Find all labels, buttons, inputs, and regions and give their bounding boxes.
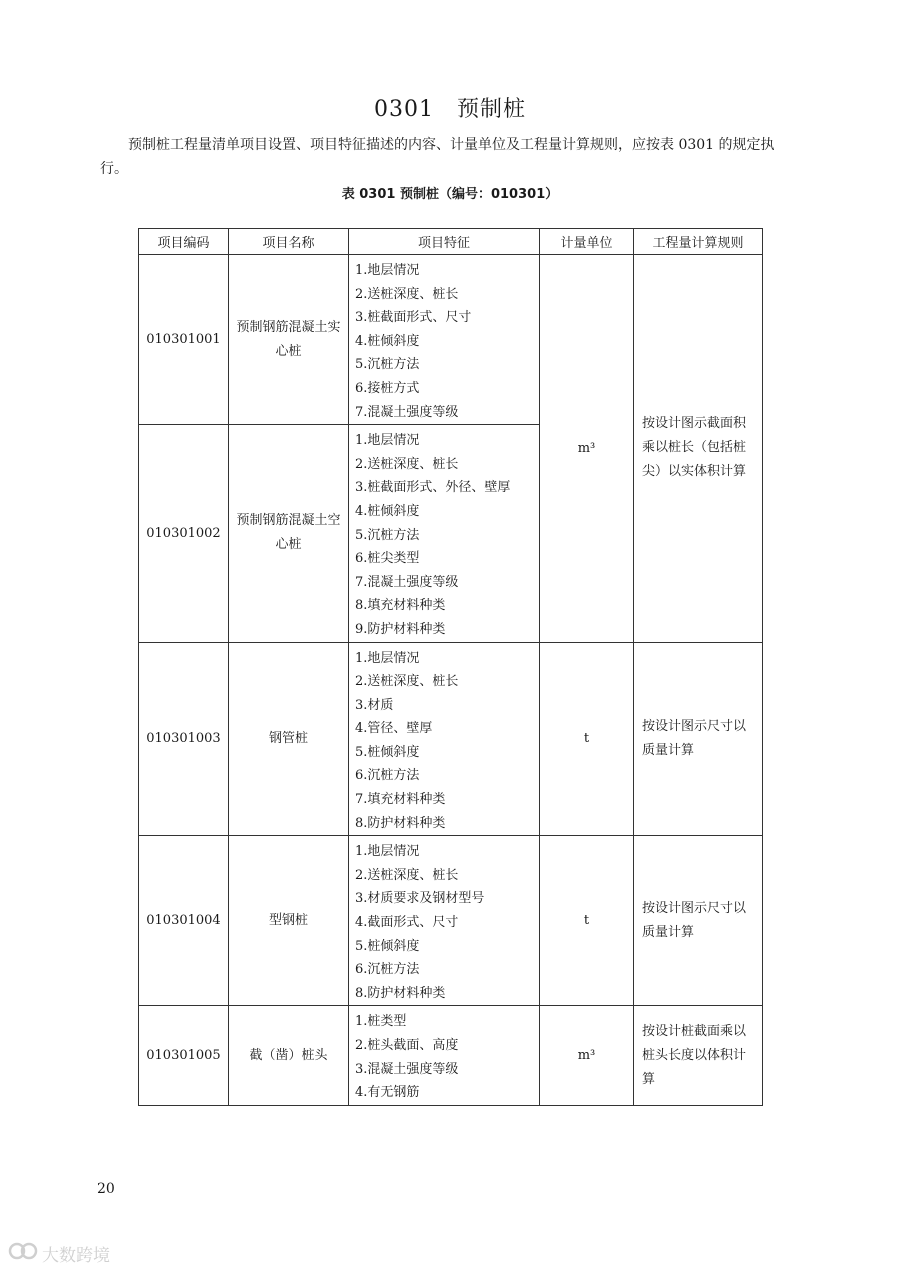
item-code: 010301001 bbox=[139, 255, 229, 425]
feature-line: 3.桩截面形式、外径、壁厚 bbox=[355, 480, 511, 496]
watermark-text: 大数跨境 bbox=[42, 1246, 110, 1266]
feature-line: 5.沉桩方法 bbox=[355, 527, 420, 543]
item-features bbox=[349, 642, 540, 836]
feature-line: 5.沉桩方法 bbox=[355, 357, 420, 373]
feature-line: 1.地层情况 bbox=[355, 844, 420, 860]
item-unit: m³ bbox=[540, 255, 634, 643]
feature-line: 8.防护材料种类 bbox=[355, 985, 446, 1001]
feature-line: 3.材质 bbox=[355, 697, 394, 713]
item-code: 010301004 bbox=[139, 836, 229, 1006]
feature-line: 6.桩尖类型 bbox=[355, 551, 420, 567]
feature-line: 3.桩截面形式、尺寸 bbox=[355, 310, 472, 326]
feature-line: 5.桩倾斜度 bbox=[355, 744, 420, 760]
feature-line: 4.桩倾斜度 bbox=[355, 503, 420, 519]
feature-line: 2.送桩深度、桩长 bbox=[355, 674, 459, 690]
item-rule: 按设计桩截面乘以桩头长度以体积计算 bbox=[634, 1006, 763, 1105]
feature-line: 6.沉桩方法 bbox=[355, 768, 420, 784]
table-row bbox=[139, 642, 763, 836]
item-name: 预制钢筋混凝土实心桩 bbox=[229, 255, 349, 425]
feature-line: 3.材质要求及钢材型号 bbox=[355, 891, 485, 907]
item-rule: 按设计图示尺寸以质量计算 bbox=[634, 642, 763, 836]
item-unit: t bbox=[540, 642, 634, 836]
feature-line: 6.沉桩方法 bbox=[355, 962, 420, 978]
feature-line: 8.填充材料种类 bbox=[355, 598, 446, 614]
feature-line: 4.截面形式、尺寸 bbox=[355, 915, 459, 931]
feature-line: 9.防护材料种类 bbox=[355, 621, 446, 637]
item-features bbox=[349, 425, 540, 642]
feature-line: 7.混凝土强度等级 bbox=[355, 574, 459, 590]
item-rule: 按设计图示截面积乘以桩长（包括桩尖）以实体积计算 bbox=[634, 255, 763, 643]
item-name: 预制钢筋混凝土空心桩 bbox=[229, 425, 349, 642]
feature-line: 1.地层情况 bbox=[355, 433, 420, 449]
feature-line: 1.地层情况 bbox=[355, 650, 420, 666]
header-code: 项目编码 bbox=[139, 229, 229, 255]
page-number: 20 bbox=[97, 1181, 115, 1197]
item-unit: t bbox=[540, 836, 634, 1006]
table-caption: 表 0301 预制桩（编号：010301） bbox=[341, 187, 559, 202]
feature-line: 6.接桩方式 bbox=[355, 380, 420, 396]
feature-line: 7.填充材料种类 bbox=[355, 792, 446, 808]
item-code: 010301005 bbox=[139, 1006, 229, 1105]
watermark bbox=[8, 1240, 110, 1267]
feature-line: 4.有无钢筋 bbox=[355, 1085, 420, 1101]
feature-line: 2.送桩深度、桩长 bbox=[355, 286, 459, 302]
feature-line: 7.混凝土强度等级 bbox=[355, 404, 459, 420]
feature-line: 1.桩类型 bbox=[355, 1014, 407, 1030]
item-rule: 按设计图示尺寸以质量计算 bbox=[634, 836, 763, 1006]
header-unit: 计量单位 bbox=[540, 229, 634, 255]
item-code: 010301003 bbox=[139, 642, 229, 836]
item-features bbox=[349, 1006, 540, 1105]
feature-line: 1.地层情况 bbox=[355, 263, 420, 278]
item-unit: m³ bbox=[540, 1006, 634, 1105]
item-name: 截（凿）桩头 bbox=[229, 1006, 349, 1105]
feature-line: 2.送桩深度、桩长 bbox=[355, 456, 459, 472]
feature-line: 3.混凝土强度等级 bbox=[355, 1061, 459, 1077]
feature-line: 4.管径、壁厚 bbox=[355, 721, 433, 737]
item-features bbox=[349, 255, 540, 425]
item-features bbox=[349, 836, 540, 1006]
header-rule: 工程量计算规则 bbox=[634, 229, 763, 255]
table-header-row bbox=[139, 229, 763, 255]
table-row bbox=[139, 1006, 763, 1105]
feature-line: 5.桩倾斜度 bbox=[355, 938, 420, 954]
section-title: 0301 预制桩 bbox=[374, 97, 526, 122]
brand-logo-icon bbox=[8, 1240, 42, 1267]
item-name: 钢管桩 bbox=[229, 642, 349, 836]
table-row bbox=[139, 836, 763, 1006]
header-features: 项目特征 bbox=[349, 229, 540, 255]
feature-line: 2.桩头截面、高度 bbox=[355, 1038, 459, 1053]
feature-line: 8.防护材料种类 bbox=[355, 815, 446, 831]
item-code: 010301002 bbox=[139, 425, 229, 642]
feature-line: 4.桩倾斜度 bbox=[355, 333, 420, 349]
pile-items-table bbox=[138, 228, 763, 1106]
table-row bbox=[139, 255, 763, 425]
header-name: 项目名称 bbox=[229, 229, 349, 255]
feature-line: 2.送桩深度、桩长 bbox=[355, 867, 459, 883]
item-name: 型钢桩 bbox=[229, 836, 349, 1006]
intro-paragraph: 预制桩工程量清单项目设置、项目特征描述的内容、计量单位及工程量计算规则，应按表 0301 的规定执行。 bbox=[100, 137, 775, 177]
